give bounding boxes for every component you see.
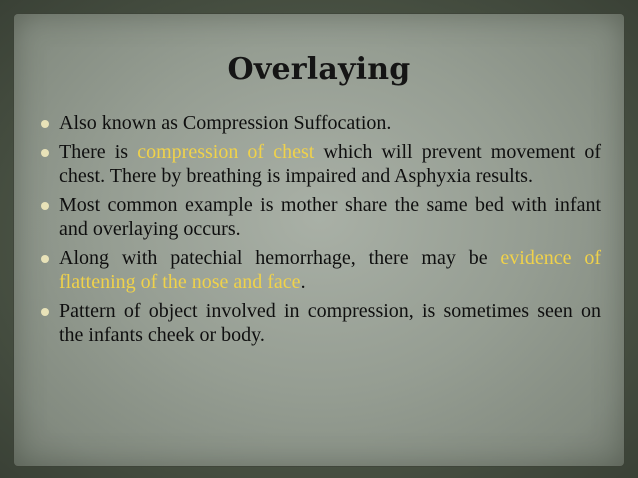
bullet-item — [41, 246, 601, 295]
bullet-text: Most common example is mother share the same bed with infant and overlaying occurs. — [59, 193, 601, 240]
highlighted-phrase: evidence of flattening of the nose and face — [59, 246, 601, 293]
bullet-dot-icon — [41, 120, 49, 128]
slide-title: Overlaying — [227, 52, 411, 87]
bullet-text-after: . — [300, 271, 306, 293]
bullet-dot-icon — [41, 202, 49, 210]
bullet-text-before: There is — [59, 140, 138, 163]
bullet-item — [41, 299, 601, 348]
bullet-text: Also known as Compression Suffocation. — [59, 112, 392, 134]
bullet-dot-icon — [41, 308, 49, 316]
bullet-list — [41, 111, 601, 352]
bullet-item — [41, 193, 601, 242]
bullet-text-before: Along with patechial hemorrhage, there may be — [59, 246, 501, 269]
bullet-dot-icon — [41, 149, 49, 157]
bullet-dot-icon — [41, 255, 49, 263]
bullet-item — [41, 140, 601, 189]
highlighted-phrase: compression of chest — [137, 140, 315, 163]
bullet-text-after: which will prevent movement of chest. There by breathing is impaired and Asphyxia results. — [59, 140, 601, 187]
bullet-item — [41, 111, 601, 136]
bullet-text: Pattern of object involved in compression, is sometimes seen on the infants cheek or body. — [59, 299, 601, 346]
